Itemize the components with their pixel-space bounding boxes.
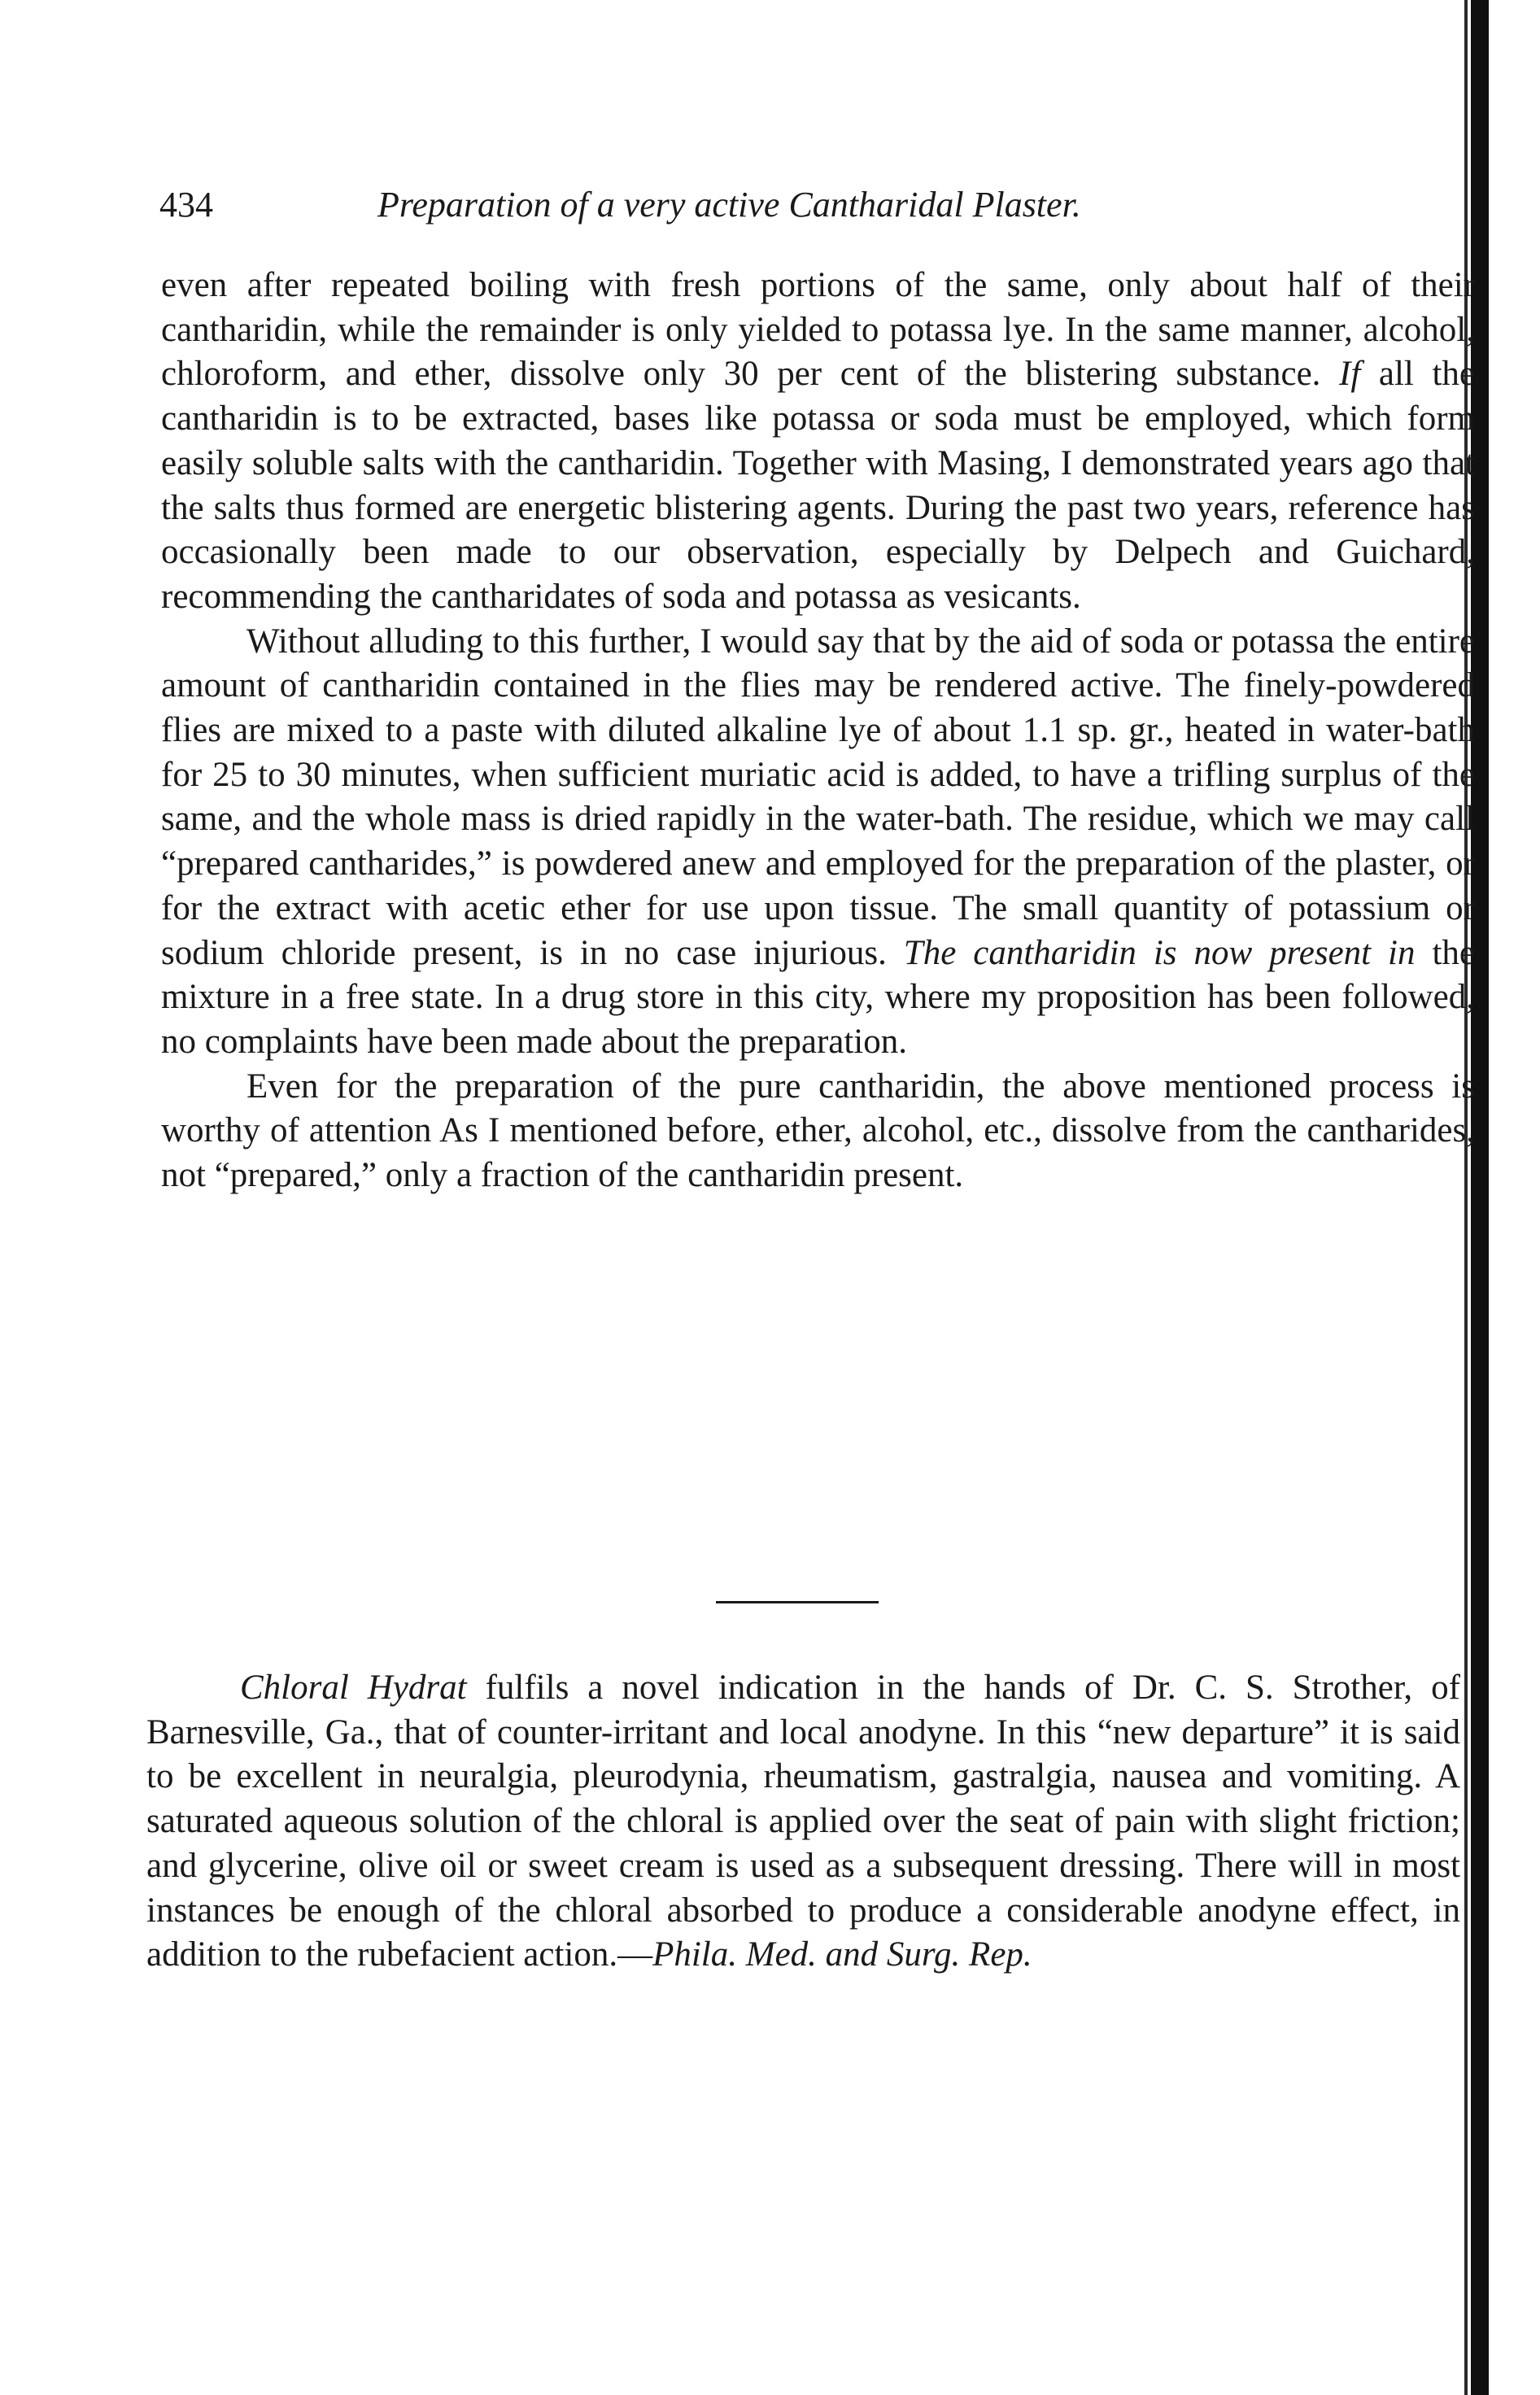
text-run: even after repeated boiling with fresh portions of the same, only about half of their cantharidin, while the remainder is only yielded to potassa lye. In the same manner, alcohol, chloroform, and ether, dissolve only 30 per cent of the blistering substance. — [161, 266, 1475, 394]
section-divider — [716, 1601, 879, 1603]
paragraph — [161, 264, 1475, 620]
italic-run: The cantharidin is now present in — [903, 933, 1416, 972]
paragraph — [161, 1065, 1475, 1198]
italic-run: Phila. Med. and Surg. Rep. — [652, 1935, 1032, 1974]
text-run: Without alluding to this further, I would say that by the aid of soda or potassa the entire amount of cantharidin contained in the flies may be rendered active. The finely-powdered flies are mixed to a paste with diluted alkaline lye of about 1.1 sp. gr., heated in water-bath for 25 to 30 minutes, when sufficient muriatic acid is added, to have a trifling surplus of the same, and the whole mass is dried rapidly in the water-bath. The residue, which we may call “prepared cantharides,” is powdered anew and employed for the preparation of the plaster, or for the extract with acetic ether for use upon tissue. The small quantity of potassium or sodium chloride present, is in no case injurious. — [161, 622, 1475, 972]
text-run: Even for the preparation of the pure cantharidin, the above mentioned process is worthy of attention As I mentioned before, ether, alcohol, etc., dissolve from the cantharides, not “prepared,” only a fraction of the cantharidin present. — [161, 1067, 1475, 1195]
text-run: the mixture in a free state. In a drug store in this city, where my proposition has been followed, no complaints have been made about the preparation. — [161, 933, 1475, 1061]
article-chloral-hydrat — [146, 1666, 1460, 1978]
italic-run: If — [1339, 355, 1361, 394]
paragraph — [146, 1666, 1460, 1978]
article-cantharidal-plaster — [161, 264, 1475, 1198]
running-title: Preparation of a very active Cantharidal Plaster. — [377, 185, 1081, 225]
page-number: 434 — [159, 185, 213, 225]
text-run: all the cantharidin is to be extracted, bases like potassa or soda must be employed, which form easily soluble salts with the cantharidin. Together with Masing, I demonstrated years ago that the salts thus formed are energetic blistering agents. During the past two years, reference has occasionally been made to our observation, especially by Delpech and Guichard, recommending the cantharidates of soda and potassa as vesicants. — [161, 355, 1476, 616]
italic-run: Chloral Hydrat — [240, 1669, 467, 1707]
page-header — [159, 181, 1315, 229]
paragraph — [161, 620, 1475, 1065]
text-run: fulfils a novel indication in the hands of Dr. C. S. Strother, of Barnesville, Ga., that of counter-irritant and local anodyne. In this “new departure” it is said to be excellent in neuralgia, pleurodynia, rheumatism, gastralgia, nausea and vomiting. A saturated aqueous solution of the chloral is applied over the seat of pain with slight friction; and glycerine, olive oil or sweet cream is used as a subsequent dressing. There will in most instances be enough of the chloral absorbed to produce a considerable anodyne effect, in addition to the rubefacient action.— — [146, 1669, 1460, 1974]
